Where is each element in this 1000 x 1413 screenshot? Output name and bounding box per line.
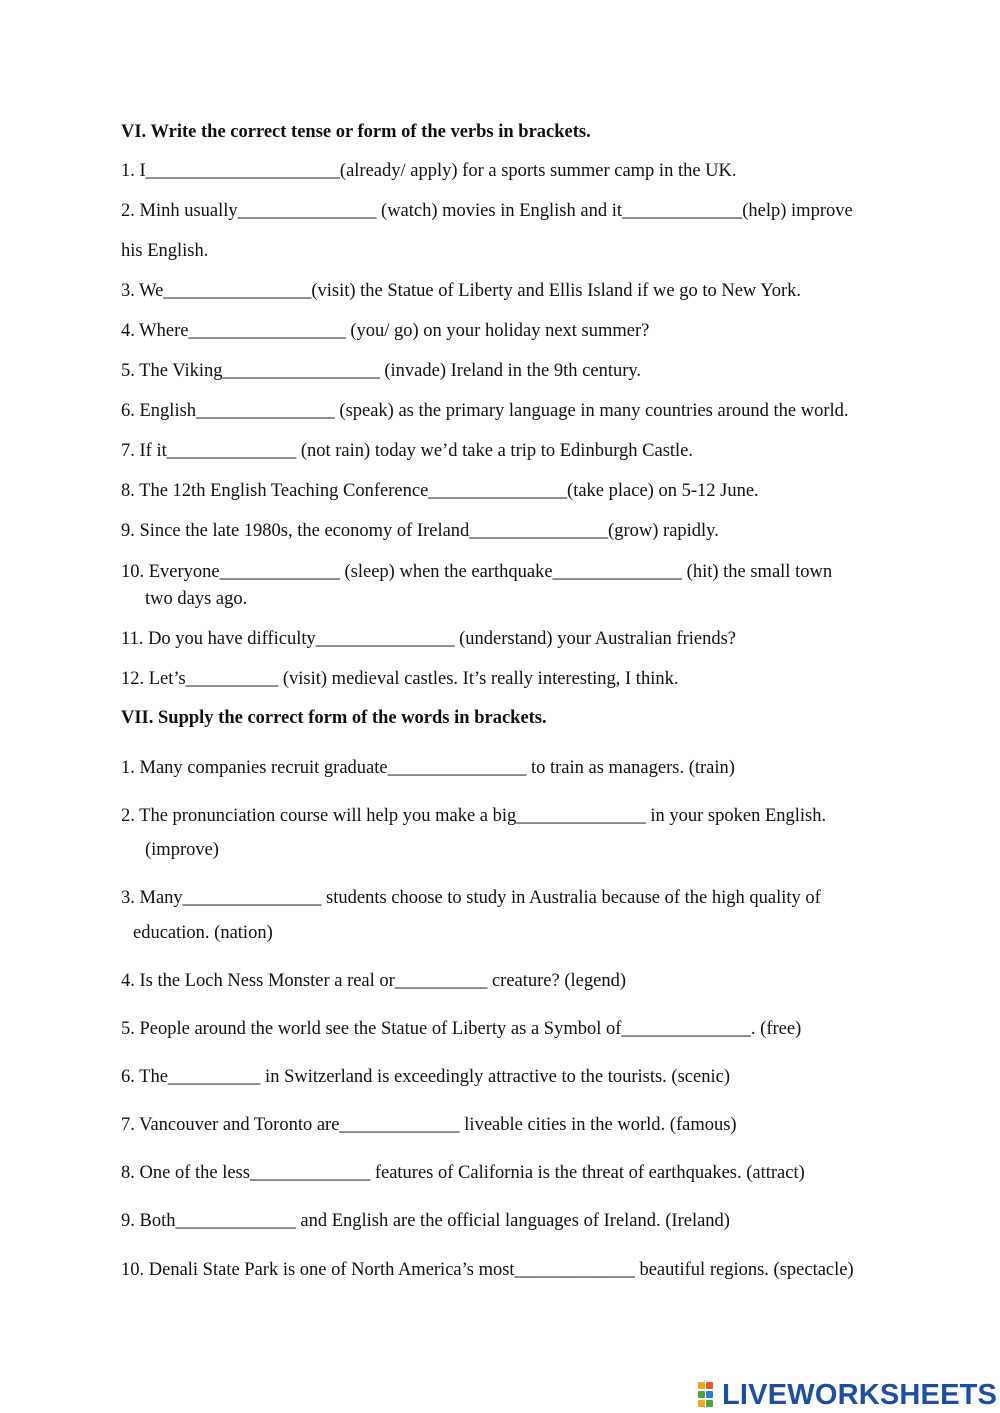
section-6-item-4: 4. Where_________________ (you/ go) on your holiday next summer? [121, 321, 650, 341]
section-6-item-6: 6. English_______________ (speak) as the primary language in many countries around the world. [121, 401, 849, 421]
section-6-item-10-cont: two days ago. [145, 589, 248, 609]
section-6-heading: VI. Write the correct tense or form of the verbs in brackets. [121, 122, 591, 142]
logo-cell-4 [706, 1391, 713, 1398]
logo-cell-3 [698, 1391, 705, 1398]
section-7-item-3-cont: education. (nation) [133, 923, 273, 943]
logo-cell-2 [706, 1382, 713, 1389]
section-6-item-11: 11. Do you have difficulty_______________ (understand) your Australian friends? [121, 629, 737, 649]
section-7-item-2-cont: (improve) [145, 840, 219, 860]
section-6-item-3: 3. We________________(visit) the Statue of Liberty and Ellis Island if we go to New York. [121, 281, 802, 301]
logo-cell-1 [698, 1382, 705, 1389]
liveworksheets-logo-text: LIVEWORKSHEETS [722, 1379, 998, 1411]
section-7-item-2: 2. The pronunciation course will help you make a big______________ in your spoken English. [121, 806, 827, 826]
section-7-item-10: 10. Denali State Park is one of North America’s most_____________ beautiful regions. (spectacle) [121, 1260, 854, 1280]
section-7-item-9: 9. Both_____________ and English are the official languages of Ireland. (Ireland) [121, 1211, 730, 1231]
logo-cell-5 [698, 1400, 705, 1407]
section-6-item-12: 12. Let’s__________ (visit) medieval castles. It’s really interesting, I think. [121, 669, 679, 689]
section-7-item-6: 6. The__________ in Switzerland is exceedingly attractive to the tourists. (scenic) [121, 1067, 730, 1087]
section-6-item-8: 8. The 12th English Teaching Conference_______________(take place) on 5-12 June. [121, 481, 759, 501]
liveworksheets-logo-icon [698, 1380, 720, 1410]
section-6-item-2: 2. Minh usually_______________ (watch) movies in English and it_____________(help) improve [121, 201, 853, 221]
section-6-item-5: 5. The Viking_________________ (invade) Ireland in the 9th century. [121, 361, 642, 381]
section-6-item-10: 10. Everyone_____________ (sleep) when the earthquake______________ (hit) the small town [121, 562, 833, 582]
section-7-item-4: 4. Is the Loch Ness Monster a real or__________ creature? (legend) [121, 971, 626, 991]
section-7-item-7: 7. Vancouver and Toronto are_____________ liveable cities in the world. (famous) [121, 1115, 737, 1135]
section-6-item-7: 7. If it______________ (not rain) today we’d take a trip to Edinburgh Castle. [121, 441, 694, 461]
section-6-item-2-cont: his English. [121, 241, 209, 261]
section-7-heading: VII. Supply the correct form of the words in brackets. [121, 708, 547, 728]
section-6-item-1: 1. I_____________________(already/ apply) for a sports summer camp in the UK. [121, 161, 737, 181]
section-7-item-5: 5. People around the world see the Statue of Liberty as a Symbol of______________. (free) [121, 1019, 802, 1039]
liveworksheets-logo [698, 1378, 997, 1412]
section-7-item-3: 3. Many_______________ students choose to study in Australia because of the high quality of [121, 888, 821, 908]
section-6-item-9: 9. Since the late 1980s, the economy of Ireland_______________(grow) rapidly. [121, 521, 719, 541]
logo-cell-6 [706, 1400, 713, 1407]
section-7-item-1: 1. Many companies recruit graduate_______________ to train as managers. (train) [121, 758, 735, 778]
section-7-item-8: 8. One of the less_____________ features of California is the threat of earthquakes. (attract) [121, 1163, 805, 1183]
